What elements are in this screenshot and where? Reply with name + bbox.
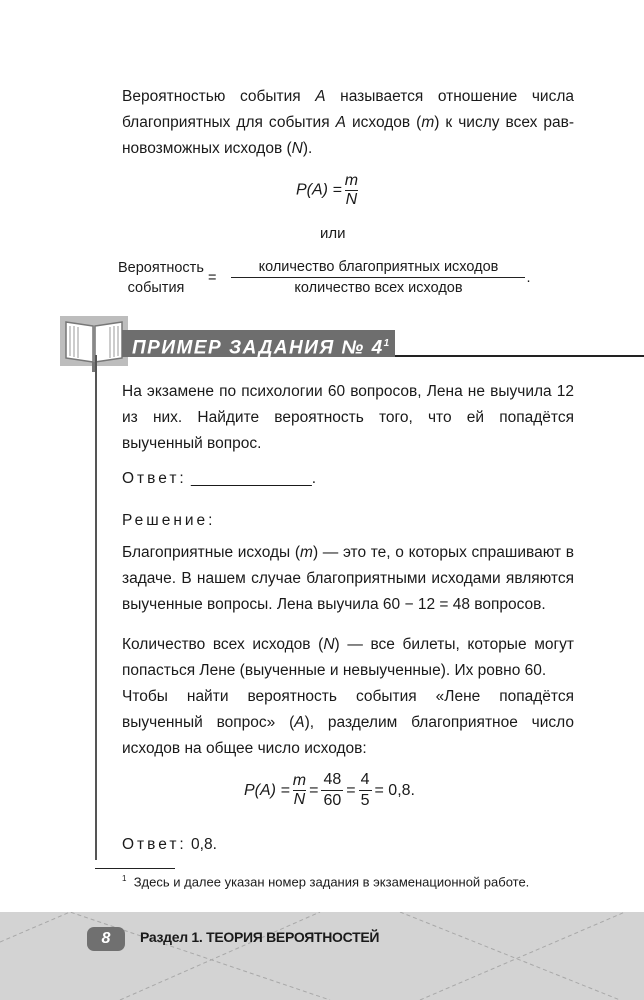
equals: = [208, 269, 217, 286]
problem-text: На экзамене по психологии 60 вопросов, Лена не выучила 12 из них. Найдите вероятность того, что ей попадётся выученный вопрос. [122, 383, 574, 452]
solution-answer: Ответ: 0,8. [122, 836, 217, 853]
probability-formula: P(A) = $\frac{m}{N}$ [296, 172, 359, 208]
intro-paragraph: Вероятностью события A называется отношение числа благоприятных для события A исходов (m) к числу всех равновозможных исходов (N). [122, 88, 575, 157]
solution-paragraph-2: Количество всех исходов (N) — все билеты, которые могут попасться Лене (выученные и невыученные). Их ровно 60. [122, 636, 574, 679]
solution-formula: P(A) = $\frac{m}{N}$ = $\frac{48}{60}$ = $\frac{4}{5}$ = 0,8. [244, 771, 415, 809]
footnote-rule [95, 868, 175, 869]
definition-denominator: количество всех исходов [294, 280, 463, 296]
definition-lhs-2: события [127, 279, 185, 296]
example-task-banner: ПРИМЕР ЗАДАНИЯ № $4^1$ [122, 330, 395, 357]
solution-paragraph-1: Благоприятные исходы (m) — это те, о которых спрашивают в задаче. В нашем случае благоприятными исходами являются выученные вопросы. Лена выучила 60 − 12 = 48 вопросов. [122, 544, 574, 613]
footnote: $^1$ Здесь и далее указан номер задания в экзаменационной работе. [122, 874, 530, 890]
period: . [526, 269, 531, 286]
solution-label: Решение: [122, 512, 216, 529]
problem-answer: Ответ: ______________. [122, 470, 317, 487]
section-title: Раздел 1. ТЕОРИЯ ВЕРОЯТНОСТЕЙ [140, 929, 380, 945]
page-footer [0, 912, 644, 1000]
definition-numerator: количество благоприятных исходов [231, 257, 525, 278]
solution-paragraph-3: Чтобы найти вероятность события «Лене попадётся выученный вопрос» (A), разделим благоприятное число исходов на общее число исходов: [122, 688, 574, 757]
footer-pattern [0, 912, 644, 1000]
definition-lhs: Вероятность [118, 259, 204, 276]
or-text: или [320, 225, 346, 242]
definition-formula [118, 257, 531, 298]
open-book-icon [60, 312, 128, 372]
page-number-badge: 8 [87, 927, 125, 951]
banner-rule [395, 355, 644, 357]
example-side-rule [95, 355, 97, 860]
